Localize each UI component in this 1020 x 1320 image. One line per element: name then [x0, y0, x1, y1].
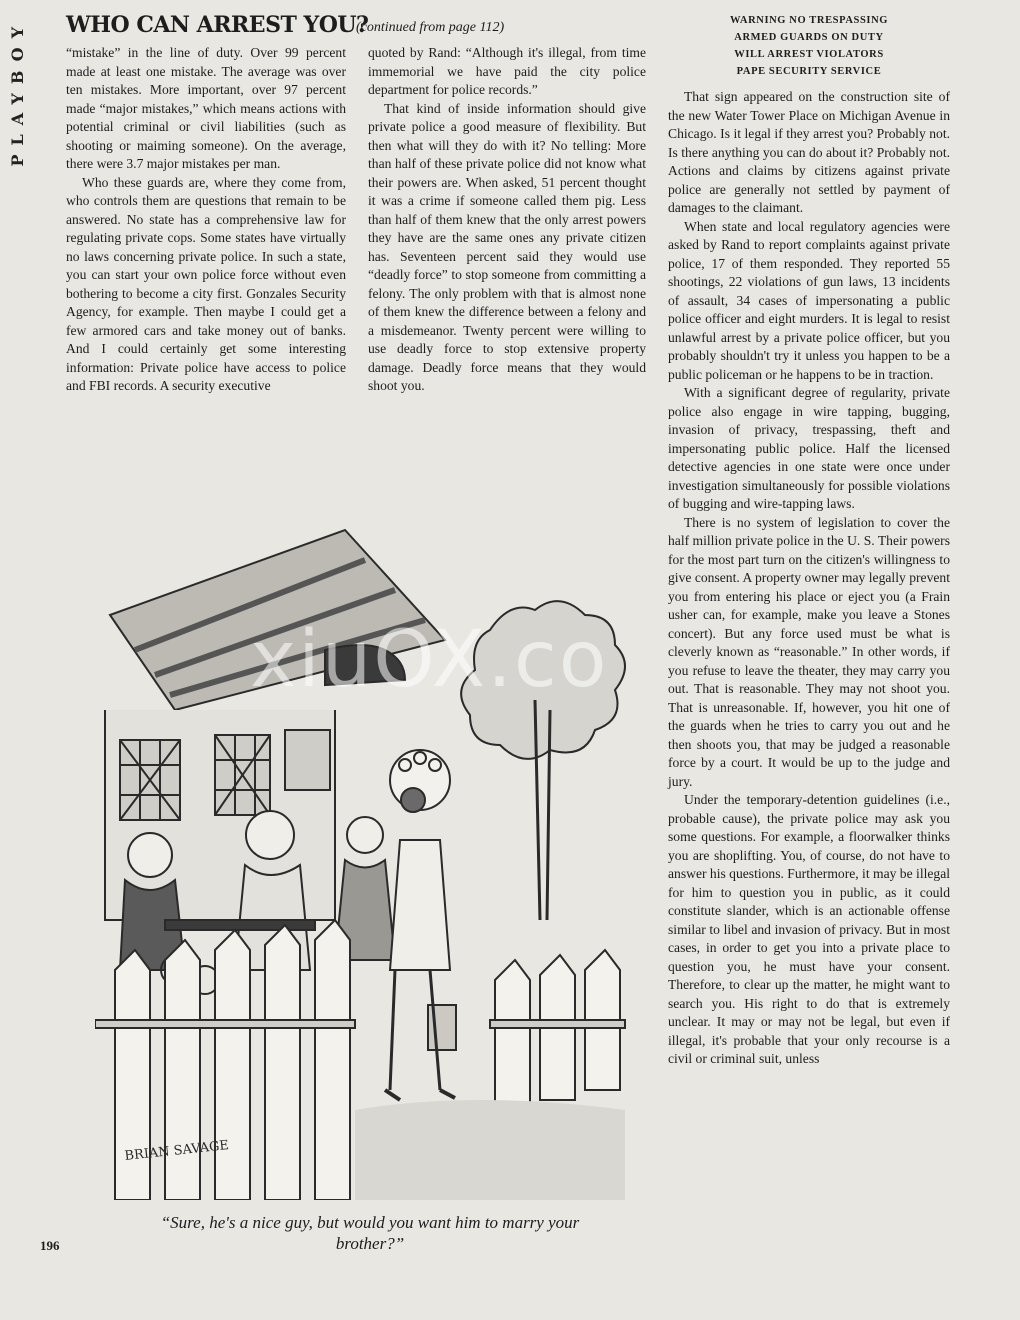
paragraph: That sign appeared on the construction site of the new Water Tower Place on Michigan Avenue in Chicago. Is it legal if they arrest you? Probably not. Is there anything you can do about it? Probably not. Actions and claims by citizens against private police are generally not settled by payment of damages to the claimant. [668, 89, 950, 215]
paragraph: There is no system of legislation to cover the half million private police in the U. S. Their powers for the most part turn on the citizen's willingness to give consent. A property owner may legally prevent you from entering his place or eject you (a Frain usher can, for example, make you leave a Stones concert). But any force used must be what is cleverly known as “reasonable.” In other words, if you refuse to leave the theater, they may carry you out. That is reasonable. They may not shoot you. That is unreasonable. If, however, you hit one of the guards when he tries to carry you out and he then shoots you, that may be judged a reasonable force by a court. It would be up to the judge and jury. [668, 514, 950, 789]
artist-signature: BRIAN SAVAGE [123, 1138, 230, 1164]
woman-figure-drawing [385, 750, 456, 1100]
paragraph: That kind of inside information should give private police a good measure of flexibility. But then what will they do with it? No telling: More than half of these private police did not know what their powers are. When asked, 51 percent thought it was a crime if someone called them pig. Less than half of them knew that the only arrest powers they have are the same ones any private citizen has. Seventeen percent said they would use “deadly force” to stop someone from committing a felony. The only problem with that is almost none of them knew the difference between a felony and a misdemeanor. Twenty percent were willing to use deadly force to stop extensive property damage. Deadly force means that they would shoot you. [368, 100, 646, 393]
sign-line: ARMED GUARDS ON DUTY [734, 32, 884, 43]
paragraph: With a significant degree of regularity, private police also engage in wire tapping, bugging, invasion of privacy, trespassing, theft and impersonating public police. Half the licensed detective agencies in one state were once under investigation simultaneously for possible violations of bugging and wire-tapping laws. [668, 385, 950, 511]
column-2 [368, 44, 646, 396]
cartoon-caption: “Sure, he's a nice guy, but would you want him to marry your brother?” [160, 1213, 580, 1253]
column-3 [668, 88, 950, 1069]
paragraph: “mistake” in the line of duty. Over 99 percent made at least one mistake. The average was over ten mistakes. More important, over 97 percent made “major mistakes,” which means actions with potential criminal or civil liabilities (such as shooting or maiming someone). On the average, there were 3.7 major mistakes per man. [66, 45, 346, 171]
paragraph: When state and local regulatory agencies were asked by Rand to report complaints against private police, 17 of them responded. They reported 55 shootings, 22 violations of gun laws, 13 incidents of assault, 34 cases of impersonating a public police officer and eight murders. It is legal to resist unlawful arrest by a private police officer, but you probably shouldn't try it unless you happen to be a public policeman or he happens to be in traction. [668, 218, 950, 382]
continued-note: (continued from page 112) [356, 20, 505, 35]
quoted-sign [668, 12, 950, 80]
column-1 [66, 44, 346, 396]
cartoon-illustration [95, 500, 635, 1200]
watermark: xiuOX.co [250, 615, 609, 705]
sign-line: PAPE SECURITY SERVICE [736, 66, 882, 77]
sign-line: WARNING NO TRESPASSING [729, 15, 889, 26]
paragraph: quoted by Rand: “Although it's illegal, from time immemorial we have paid the city police department for police records.” [368, 45, 646, 97]
page-number: 196 [40, 1238, 60, 1253]
sign-line: WILL ARREST VIOLATORS [734, 49, 884, 60]
headline: WHO CAN ARREST YOU? [66, 12, 369, 38]
magazine-name-vertical: PLAYBOY [8, 18, 27, 167]
diners-drawing [120, 811, 395, 994]
paragraph: Under the temporary-detention guidelines (i.e., probable cause), the private police may ask you some questions. For example, a floorwalker thinks you are shoplifting. You, of course, do not have to answer his questions. Furthermore, it may be illegal for him to question you in public, as it could constitute slander, which is an actionable offense similar to libel and invasion of privacy. But in most cases, in order to get you into a private place to question you, he must have your consent. Therefore, to clear up the matter, he might want to search you. His right to do that is extremely unclear. It may or may not be legal, but even if illegal, it's probable that your only recourse is a civil or criminal suit, unless [668, 792, 951, 1066]
paragraph: Who these guards are, where they come from, who controls them are questions that remain to be answered. No state has a comprehensive law for regulating private cops. Some states have virtually no laws concerning private police. In such a state, you can start your own police force without even bothering to become a city first. Gonzales Security Agency, for example. Then maybe I could get a few armored cars and take money out of banks. And I could certainly get some interesting information: Private police have access to police and FBI records. A security executive [66, 174, 346, 393]
